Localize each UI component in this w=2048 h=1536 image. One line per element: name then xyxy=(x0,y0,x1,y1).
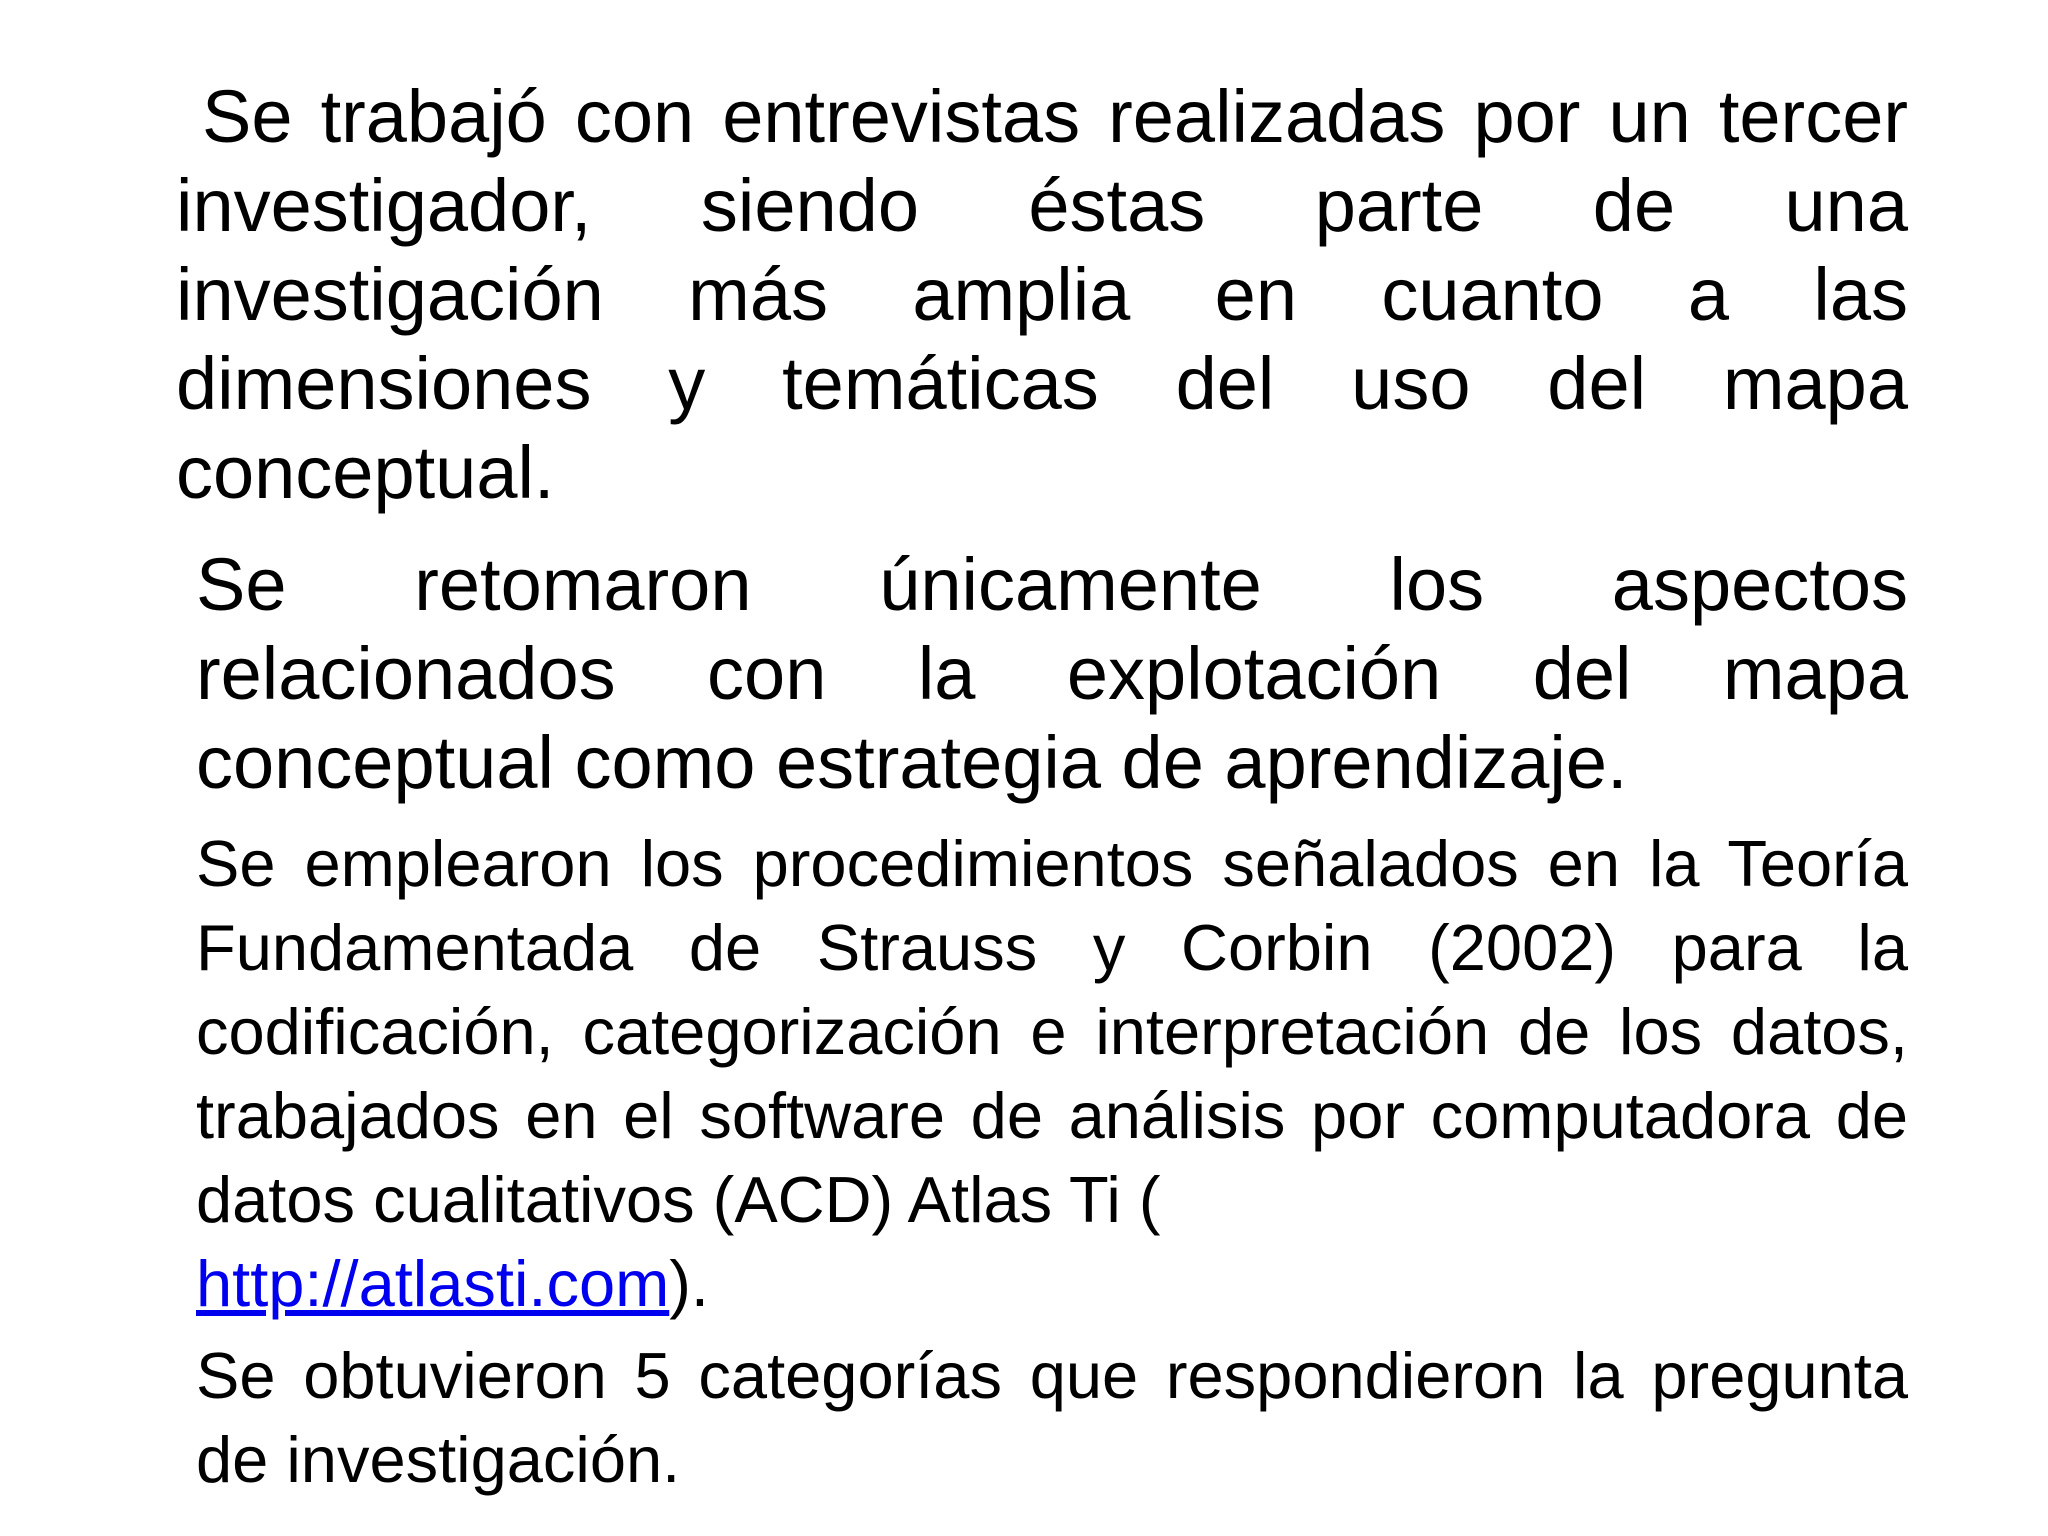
paragraph-interviews xyxy=(176,72,1908,517)
atlasti-link[interactable]: http://atlasti.com xyxy=(196,1247,670,1320)
paragraph-procedures-tail: ). xyxy=(669,1247,709,1320)
paragraph-procedures-text: Se emplearon los procedimientos señalados en la Teoría Fundamentada de Strauss y Corbin (2002) para la codificación, categorización e interpretación de los datos, trabajados en el software de análisis por computadora de datos cualitativos (ACD) Atlas Ti ( xyxy=(196,827,1908,1236)
paragraph-categories xyxy=(196,1334,1908,1502)
paragraph-aspects-text: Se retomaron únicamente los aspectos relacionados con la explotación del mapa conceptual como estrategia de aprendizaje. xyxy=(196,543,1908,804)
paragraph-interviews-text: Se trabajó con entrevistas realizadas por un tercer investigador, siendo éstas parte de una investigación más amplia en cuanto a las dimensiones y temáticas del uso del mapa conceptual. xyxy=(176,75,1908,514)
paragraph-categories-text: Se obtuvieron 5 categorías que respondieron la pregunta de investigación. xyxy=(196,1339,1908,1496)
paragraph-aspects xyxy=(196,540,1908,807)
paragraph-procedures xyxy=(196,822,1908,1326)
